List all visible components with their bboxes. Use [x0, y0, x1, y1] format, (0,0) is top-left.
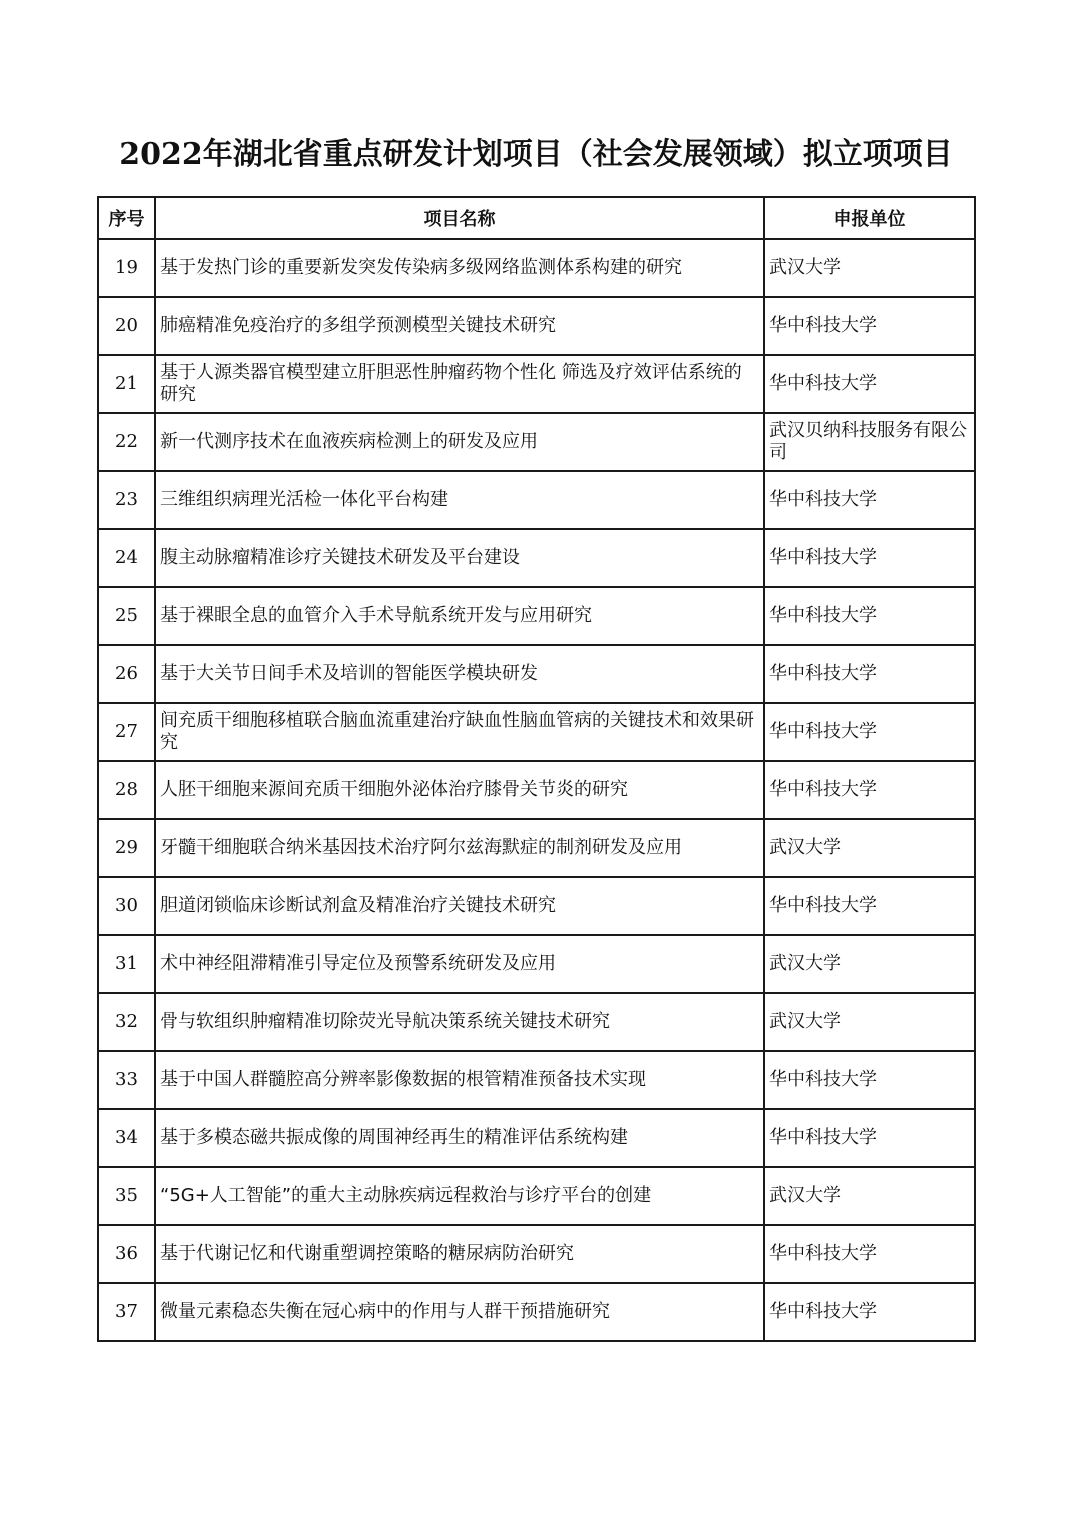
applicant-unit-cell: 华中科技大学	[764, 877, 975, 935]
applicant-unit-cell: 华中科技大学	[764, 1109, 975, 1167]
project-name-cell: 基于代谢记忆和代谢重塑调控策略的糖尿病防治研究	[155, 1225, 764, 1283]
table-row	[98, 1109, 975, 1167]
project-name-cell: 基于裸眼全息的血管介入手术导航系统开发与应用研究	[155, 587, 764, 645]
project-name-cell: 新一代测序技术在血液疾病检测上的研发及应用	[155, 413, 764, 471]
serial-number-cell: 21	[98, 355, 155, 413]
table-row	[98, 587, 975, 645]
table-row	[98, 1283, 975, 1341]
table-row	[98, 819, 975, 877]
applicant-unit-cell: 华中科技大学	[764, 1283, 975, 1341]
project-name-cell: 三维组织病理光活检一体化平台构建	[155, 471, 764, 529]
table-row	[98, 703, 975, 761]
serial-number-cell: 23	[98, 471, 155, 529]
project-table	[97, 196, 976, 1342]
project-name-cell: 微量元素稳态失衡在冠心病中的作用与人群干预措施研究	[155, 1283, 764, 1341]
applicant-unit-cell: 华中科技大学	[764, 1051, 975, 1109]
table-row	[98, 471, 975, 529]
title-area	[98, 133, 974, 197]
project-name-cell: 基于人源类器官模型建立肝胆恶性肿瘤药物个性化 筛选及疗效评估系统的研究	[155, 355, 764, 413]
serial-number-cell: 24	[98, 529, 155, 587]
project-name-cell: 胆道闭锁临床诊断试剂盒及精准治疗关键技术研究	[155, 877, 764, 935]
table-header	[98, 197, 975, 239]
project-name-cell: 基于大关节日间手术及培训的智能医学模块研发	[155, 645, 764, 703]
serial-number-cell: 30	[98, 877, 155, 935]
project-name-cell: 牙髓干细胞联合纳米基因技术治疗阿尔兹海默症的制剂研发及应用	[155, 819, 764, 877]
serial-number-cell: 34	[98, 1109, 155, 1167]
applicant-unit-cell: 华中科技大学	[764, 297, 975, 355]
serial-number-cell: 37	[98, 1283, 155, 1341]
serial-number-cell: 33	[98, 1051, 155, 1109]
header-applicant-unit: 申报单位	[764, 197, 975, 239]
applicant-unit-cell: 武汉大学	[764, 993, 975, 1051]
table-row	[98, 297, 975, 355]
applicant-unit-cell: 华中科技大学	[764, 645, 975, 703]
serial-number-cell: 19	[98, 239, 155, 297]
applicant-unit-cell: 武汉大学	[764, 819, 975, 877]
serial-number-cell: 36	[98, 1225, 155, 1283]
table-row	[98, 355, 975, 413]
applicant-unit-cell: 武汉大学	[764, 239, 975, 297]
applicant-unit-cell: 华中科技大学	[764, 761, 975, 819]
applicant-unit-cell: 武汉大学	[764, 1167, 975, 1225]
project-name-cell: 术中神经阻滞精准引导定位及预警系统研发及应用	[155, 935, 764, 993]
table-row	[98, 1051, 975, 1109]
project-name-cell: 间充质干细胞移植联合脑血流重建治疗缺血性脑血管病的关键技术和效果研究	[155, 703, 764, 761]
table-row	[98, 877, 975, 935]
table-row	[98, 413, 975, 471]
project-name-cell: 骨与软组织肿瘤精准切除荧光导航决策系统关键技术研究	[155, 993, 764, 1051]
serial-number-cell: 22	[98, 413, 155, 471]
serial-number-cell: 31	[98, 935, 155, 993]
serial-number-cell: 28	[98, 761, 155, 819]
serial-number-cell: 25	[98, 587, 155, 645]
serial-number-cell: 20	[98, 297, 155, 355]
project-name-cell: 基于中国人群髓腔高分辨率影像数据的根管精准预备技术实现	[155, 1051, 764, 1109]
serial-number-cell: 27	[98, 703, 155, 761]
table-row	[98, 993, 975, 1051]
serial-number-cell: 29	[98, 819, 155, 877]
applicant-unit-cell: 华中科技大学	[764, 355, 975, 413]
project-name-cell: 基于发热门诊的重要新发突发传染病多级网络监测体系构建的研究	[155, 239, 764, 297]
table-row	[98, 761, 975, 819]
applicant-unit-cell: 华中科技大学	[764, 471, 975, 529]
applicant-unit-cell: 华中科技大学	[764, 1225, 975, 1283]
project-name-cell: 肺癌精准免疫治疗的多组学预测模型关键技术研究	[155, 297, 764, 355]
serial-number-cell: 35	[98, 1167, 155, 1225]
document-title: 2022年湖北省重点研发计划项目（社会发展领域）拟立项项目	[119, 137, 953, 172]
applicant-unit-cell: 华中科技大学	[764, 587, 975, 645]
table-row	[98, 1225, 975, 1283]
serial-number-cell: 32	[98, 993, 155, 1051]
table-row	[98, 935, 975, 993]
header-project-name: 项目名称	[155, 197, 764, 239]
project-name-cell: 人胚干细胞来源间充质干细胞外泌体治疗膝骨关节炎的研究	[155, 761, 764, 819]
project-name-cell: “5G+人工智能”的重大主动脉疾病远程救治与诊疗平台的创建	[155, 1167, 764, 1225]
serial-number-cell: 26	[98, 645, 155, 703]
table-row	[98, 645, 975, 703]
table-body	[98, 239, 975, 1341]
applicant-unit-cell: 武汉贝纳科技服务有限公司	[764, 413, 975, 471]
project-name-cell: 腹主动脉瘤精准诊疗关键技术研发及平台建设	[155, 529, 764, 587]
applicant-unit-cell: 华中科技大学	[764, 529, 975, 587]
table-row	[98, 529, 975, 587]
applicant-unit-cell: 武汉大学	[764, 935, 975, 993]
table-row	[98, 239, 975, 297]
table-row	[98, 1167, 975, 1225]
header-serial-number: 序号	[98, 197, 155, 239]
applicant-unit-cell: 华中科技大学	[764, 703, 975, 761]
header-row	[98, 197, 975, 239]
project-name-cell: 基于多模态磁共振成像的周围神经再生的精准评估系统构建	[155, 1109, 764, 1167]
